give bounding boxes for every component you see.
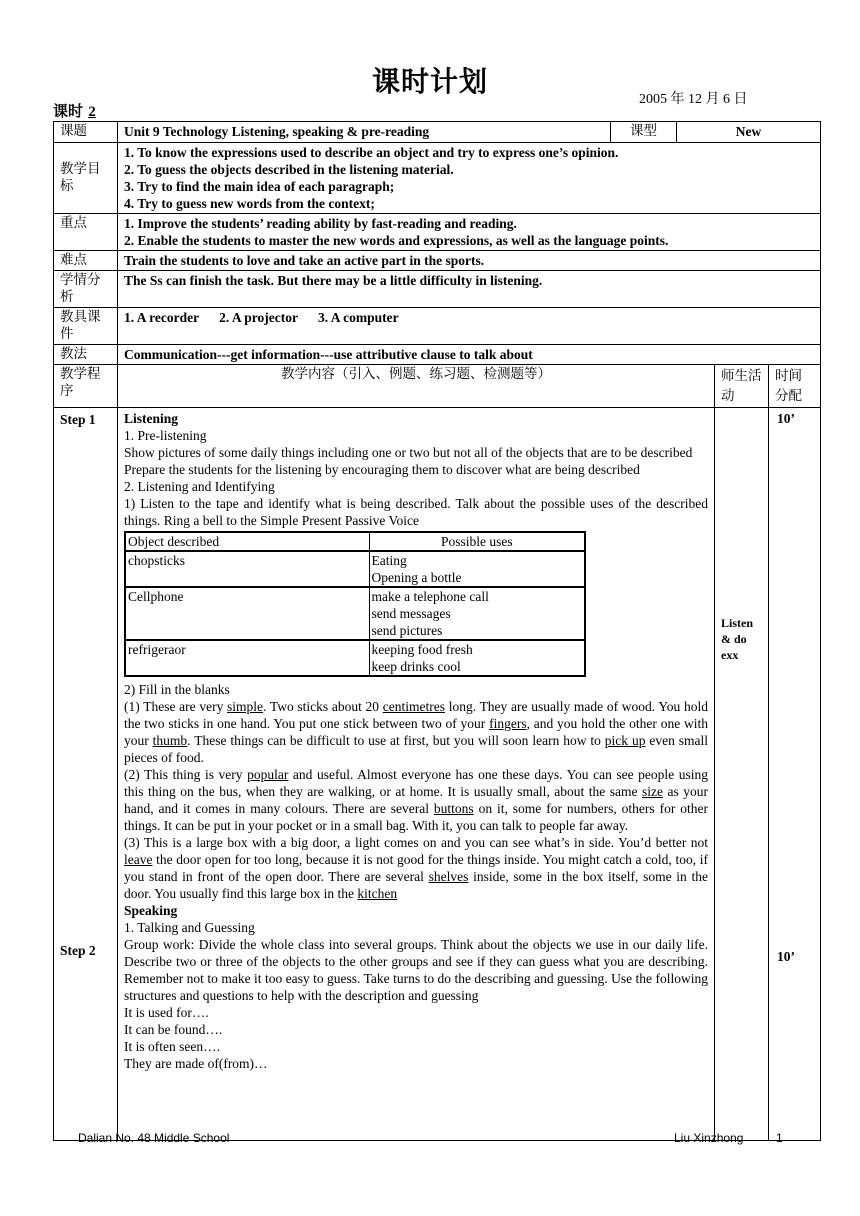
analysis: The Ss can finish the task. But there may be a little difficulty in listening. (118, 271, 821, 308)
objective-item: 4. Try to guess new words from the context; (124, 196, 375, 211)
fill-heading: 2) Fill in the blanks (124, 682, 230, 697)
objectives-label: 教学目标 (54, 143, 118, 214)
answer-word: fingers (489, 716, 527, 731)
use-item: make a telephone call (371, 589, 489, 604)
topic-label: 课题 (54, 122, 118, 143)
type-label: 课型 (611, 122, 677, 143)
footer-author: Liu Xinzhong (674, 1131, 744, 1145)
key-item: 1. Improve the students’ reading ability by fast-reading and reading. (124, 216, 517, 231)
row-analysis (54, 271, 821, 308)
period-label: 课时 (53, 102, 84, 120)
text-line: Show pictures of some daily things including one or two but not all of the objects that are to be described (124, 445, 693, 460)
use-item: keeping food fresh (371, 642, 473, 657)
answer-word: centimetres (382, 699, 446, 714)
answer-word: kitchen (357, 886, 398, 901)
step-2-label: Step 2 (60, 943, 96, 958)
text-line: 2. Listening and Identifying (124, 479, 275, 494)
type-value: New (677, 122, 821, 143)
period-value: 2 (88, 104, 96, 120)
fill-paragraph-1: (1) These are very simple. Two sticks about 20 centimetres long. They are usually made of wood. You hold the two sticks in one hand. You put one stick between two of your fingers, and you hold the other one with your thumb. These things can be difficult to use at first, but you will soon learn how to pick up even small pieces of food. (124, 699, 709, 765)
difficulty-label: 难点 (54, 251, 118, 271)
text-line: Prepare the students for the listening by encouraging them to discover what are being described (124, 462, 640, 477)
uses-table-header (125, 532, 585, 551)
text-line: It is often seen…. (124, 1039, 220, 1054)
page-title: 课时计划 (371, 65, 488, 98)
use-item: Opening a bottle (371, 570, 462, 585)
method-label: 教法 (54, 345, 118, 365)
answer-word: buttons (433, 801, 474, 816)
object-cell: refrigeraor (125, 640, 369, 676)
use-item: Eating (371, 553, 407, 568)
tools-label: 教具课件 (54, 308, 118, 345)
step-1-label: Step 1 (60, 412, 96, 427)
time-step-2: 10’ (777, 949, 795, 964)
tools: 1. A recorder 2. A projector 3. A computer (118, 308, 821, 345)
row-objectives (54, 143, 821, 214)
objective-item: 2. To guess the objects described in the listening material. (124, 162, 454, 177)
row-topic (54, 122, 821, 143)
row-method (54, 345, 821, 365)
key-points (118, 214, 821, 251)
uses-cell (369, 640, 585, 676)
objective-item: 1. To know the expressions used to describe an object and try to express one’s opinion. (124, 145, 619, 160)
analysis-label: 学情分析 (54, 271, 118, 308)
objective-item: 3. Try to find the main idea of each paragraph; (124, 179, 395, 194)
row-key-points (54, 214, 821, 251)
proc-col-procedure: 教学程序 (54, 365, 118, 408)
uses-cell (369, 551, 585, 587)
key-label: 重点 (54, 214, 118, 251)
objectives (118, 143, 821, 214)
proc-col-time: 时间分配 (769, 365, 821, 408)
footer-page-number: 1 (776, 1131, 783, 1145)
object-cell: chopsticks (125, 551, 369, 587)
uses-table (124, 531, 586, 677)
text-line: 1. Pre-listening (124, 428, 207, 443)
answer-word: pick up (604, 733, 646, 748)
key-item: 2. Enable the students to master the new words and expressions, as well as the language points. (124, 233, 669, 248)
method: Communication---get information---use attributive clause to talk about (118, 345, 821, 365)
activity-text: Listen & do exx (721, 616, 754, 662)
answer-word: simple (227, 699, 264, 714)
uses-header-object: Object described (125, 532, 369, 551)
answer-word: thumb (152, 733, 188, 748)
proc-col-activity: 师生活动 (715, 365, 769, 408)
difficulty: Train the students to love and take an active part in the sports. (118, 251, 821, 271)
fill-paragraph-2: (2) This thing is very popular and useful. Almost everyone has one these days. You can see people using this thing on the bus, when they are walking, or at home. It is usually small, about the same size as your hand, and it comes in many colours. There are several buttons on it, some for numbers, others for other things. It can be put in your pocket or in a small bag. With it, you can talk to people far away. (124, 767, 708, 833)
proc-col-content: 教学内容（引入、例题、练习题、检测题等） (118, 365, 715, 408)
lesson-plan-table (53, 121, 821, 1141)
object-cell: Cellphone (125, 587, 369, 640)
date: 2005 年 12 月 6 日 (639, 92, 748, 107)
time-column (769, 408, 821, 1141)
period (53, 100, 96, 121)
text-line: They are made of(from)… (124, 1056, 268, 1071)
use-item: send pictures (371, 623, 443, 638)
time-step-1: 10’ (777, 411, 795, 426)
activity-column (715, 408, 769, 1141)
use-item: send messages (371, 606, 451, 621)
uses-cell (369, 587, 585, 640)
answer-word: popular (247, 767, 289, 782)
row-procedure-header (54, 365, 821, 408)
text-line: It is used for…. (124, 1005, 209, 1020)
row-difficulty (54, 251, 821, 271)
text-line: It can be found…. (124, 1022, 223, 1037)
answer-word: leave (124, 852, 153, 867)
table-row (125, 587, 585, 640)
table-row (125, 551, 585, 587)
fill-paragraph-3: (3) This is a large box with a big door, a light comes on and you can see what’s in side. You’d better not leave the door open for too long, because it is not good for the things inside. You might catch a cold, too, if you stand in front of the open door. There are several shelves inside, some in the box itself, some in the door. You usually find this large box in the kitchen (124, 835, 708, 901)
step-column (54, 408, 118, 1141)
uses-header-uses: Possible uses (369, 532, 585, 551)
row-procedure-body (54, 408, 821, 1141)
text-line: 1. Talking and Guessing (124, 920, 255, 935)
topic-value: Unit 9 Technology Listening, speaking & pre-reading (118, 122, 611, 143)
listening-heading: Listening (124, 411, 179, 426)
row-tools (54, 308, 821, 345)
text-line: Group work: Divide the whole class into several groups. Think about the objects we use in our daily life. Describe two or three of the objects to the other groups and see if they can guess what you are describing. Remember not to make it too easy to guess. Take turns to do the describing and guessing. Use the following structures and questions to help with the description and guessing (124, 937, 708, 1003)
use-item: keep drinks cool (371, 659, 461, 674)
answer-word: size (642, 784, 664, 799)
answer-word: shelves (428, 869, 469, 884)
content-cell (118, 408, 715, 1141)
footer-school: Dalian No. 48 Middle School (78, 1131, 230, 1145)
text-line: 1) Listen to the tape and identify what is being described. Talk about the possible uses of the described things. Ring a bell to the Simple Present Passive Voice (124, 496, 708, 528)
speaking-heading: Speaking (124, 903, 178, 918)
table-row (125, 640, 585, 676)
